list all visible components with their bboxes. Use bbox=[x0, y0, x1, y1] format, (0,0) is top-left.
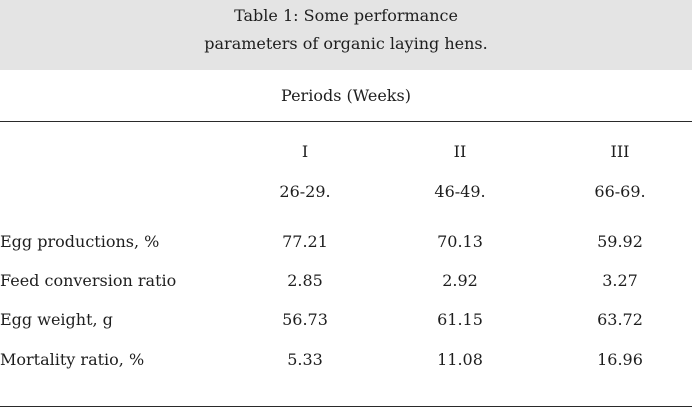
period-weeks-1: 26-29. bbox=[279, 182, 331, 201]
period-weeks-2: 46-49. bbox=[434, 182, 486, 201]
table-cell: 16.96 bbox=[597, 350, 643, 369]
table-cell: 59.92 bbox=[597, 232, 643, 251]
table-cell: 61.15 bbox=[437, 310, 483, 329]
period-numeral-3: III bbox=[610, 142, 630, 161]
row-label: Egg weight, g bbox=[0, 310, 113, 329]
caption-line-2: parameters of organic laying hens. bbox=[204, 34, 488, 53]
table-cell: 5.33 bbox=[287, 350, 323, 369]
table-cell: 3.27 bbox=[602, 271, 638, 290]
caption-line-1: Table 1: Some performance bbox=[234, 6, 458, 25]
table-bottom-rule bbox=[0, 406, 692, 407]
period-numeral-1: I bbox=[301, 142, 309, 161]
table-cell: 56.73 bbox=[282, 310, 328, 329]
period-weeks-3: 66-69. bbox=[594, 182, 646, 201]
periods-header: Periods (Weeks) bbox=[281, 86, 411, 105]
table-cell: 70.13 bbox=[437, 232, 483, 251]
table-caption bbox=[0, 0, 692, 70]
row-label: Feed conversion ratio bbox=[0, 271, 177, 290]
table-cell: 2.92 bbox=[442, 271, 478, 290]
table-cell: 63.72 bbox=[597, 310, 643, 329]
row-label: Mortality ratio, % bbox=[0, 350, 145, 369]
table-top-rule bbox=[0, 121, 692, 122]
table-cell: 11.08 bbox=[437, 350, 483, 369]
period-numeral-2: II bbox=[453, 142, 467, 161]
table-cell: 2.85 bbox=[287, 271, 323, 290]
row-label: Egg productions, % bbox=[0, 232, 160, 251]
table-cell: 77.21 bbox=[282, 232, 328, 251]
